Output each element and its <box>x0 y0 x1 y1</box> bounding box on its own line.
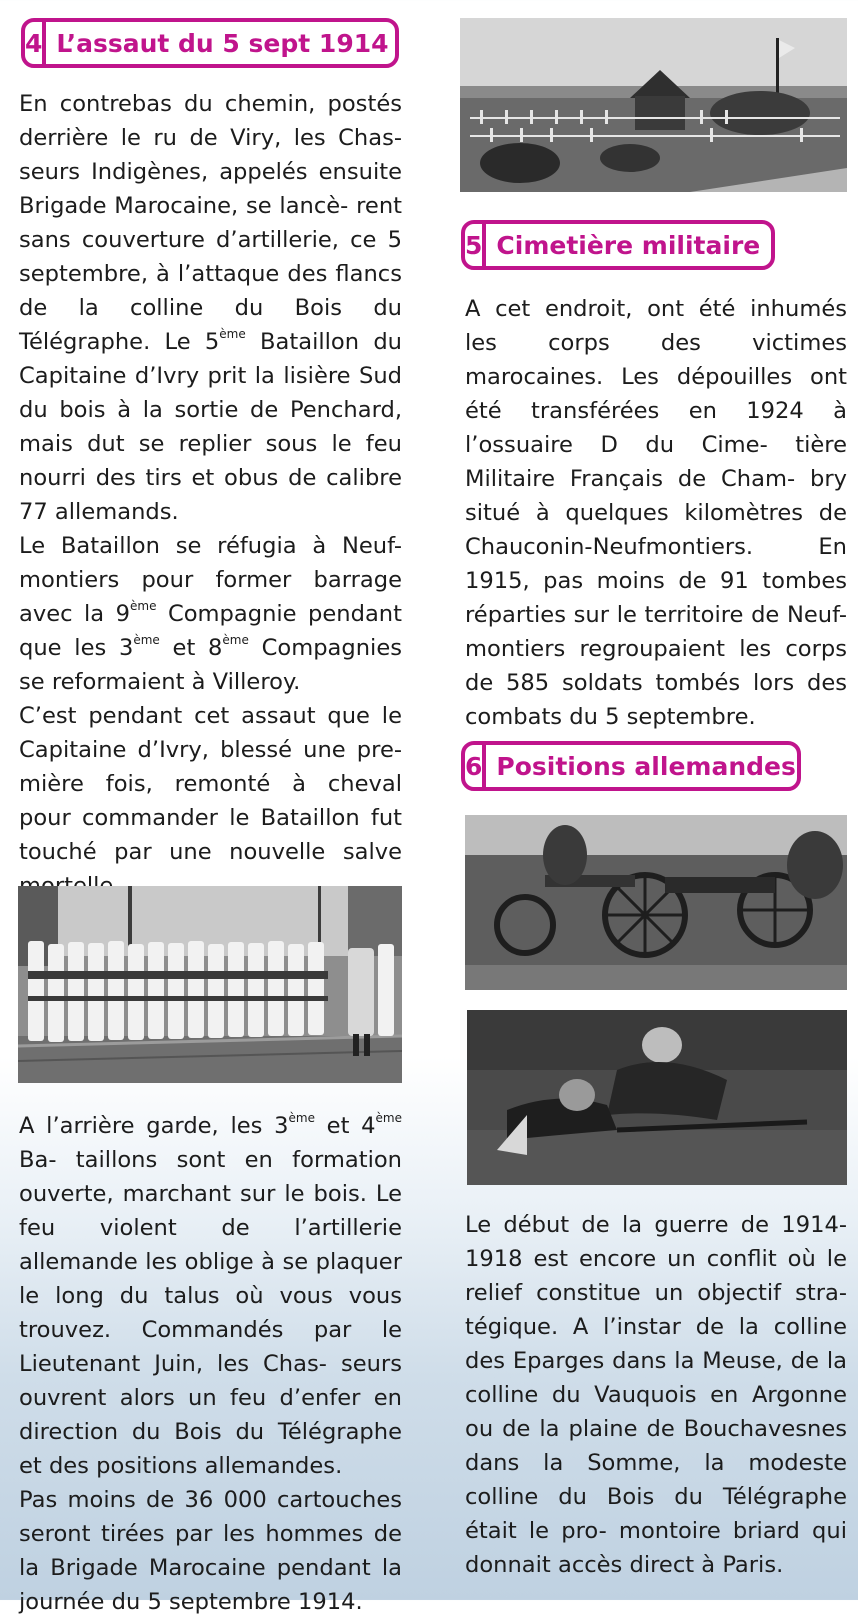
soldier-firing-image <box>467 1010 847 1185</box>
section-5-number: 5 <box>465 224 486 266</box>
text-run: Bataillon du Capitaine d’Ivry prit la lisière Sud du bois à la sortie de Penchard, mais dut se replier sous le feu nourri des tirs et obus de calibre 77 allemands. <box>19 329 402 525</box>
paragraph <box>19 1109 402 1483</box>
section-6-text <box>465 1208 847 1582</box>
section-4-text <box>19 87 402 903</box>
paragraph: A cet endroit, ont été inhumés les corps des victimes marocaines. Les dépouilles ont été transférées en 1924 à l’ossuaire D du Cime- tière Militaire Français de Cham- bry situé à quelques kilomètres de Chauconin-Neufmontiers. En 1915, pas moins de 91 tombes réparties sur le territoire de Neuf- montiers regroupaient les corps de 585 soldats tombés lors des combats du 5 septembre. <box>465 296 847 730</box>
soldiers-lineup-image <box>18 886 402 1083</box>
ordinal-suffix: ème <box>288 1111 315 1125</box>
section-4-heading <box>21 18 399 68</box>
soldier-firing-photo <box>467 1010 847 1185</box>
section-5-text <box>465 292 847 734</box>
ordinal-suffix: ème <box>375 1111 402 1125</box>
section-6-title: Positions allemandes <box>496 751 796 781</box>
ordinal-suffix: ème <box>222 633 249 647</box>
paragraph: Pas moins de 36 000 cartouches seront tirées par les hommes de la Brigade Marocaine pendant la journée du 5 septembre 1914. <box>19 1487 402 1615</box>
ordinal-suffix: ème <box>130 599 157 613</box>
section-4-text-continued <box>19 1109 402 1619</box>
ordinal-suffix: ème <box>133 633 160 647</box>
text-run: Compagnie pendant que les 3 <box>19 601 402 661</box>
text-run: En contrebas du chemin, postés derrière le ru de Viry, les Chas- seurs Indigènes, appelés ensuite Brigade Marocaine, se lancè- rent sans couverture d’artillerie, ce 5 septembre, à l’attaque des flancs de la colline du Bois du Télégraphe. Le 5 <box>19 91 402 355</box>
text-run: Compagnies se reformaient à Villeroy. <box>19 635 403 695</box>
section-4-title: L’assaut du 5 sept 1914 <box>56 28 389 58</box>
paragraph <box>19 529 402 699</box>
text-run: et 4 <box>314 1113 376 1139</box>
cemetery-photo <box>460 18 847 192</box>
german-artillery-photo <box>465 815 847 990</box>
artillery-image <box>465 815 847 990</box>
text-run: A l’arrière garde, les 3 <box>19 1113 289 1139</box>
section-5-heading <box>461 220 775 270</box>
paragraph <box>19 87 402 529</box>
section-4-number: 4 <box>25 22 46 64</box>
section-5-title: Cimetière militaire <box>496 230 761 260</box>
cemetery-image <box>460 18 847 192</box>
section-6-number: 6 <box>465 745 486 787</box>
section-6-heading <box>461 741 801 791</box>
ordinal-suffix: ème <box>219 327 246 341</box>
paragraph: C’est pendant cet assaut que le Capitaine d’Ivry, blessé une pre- mière fois, remonté à cheval pour commander le Bataillon fut touché par une nouvelle salve <box>19 703 402 865</box>
text-run: et 8 <box>159 635 223 661</box>
soldiers-lineup-photo <box>18 886 402 1083</box>
text-run: Ba- taillons sont en formation ouverte, marchant sur le bois. Le feu violent de l’artillerie allemande les oblige à se plaquer le long du talus où vous vous trouvez. Commandés par le Lieutenant Juin, les Chas- seurs ouvrent alors un feu d’enfer en direction du Bois du Télégraphe et des positions allemandes. <box>19 1147 402 1479</box>
paragraph: Le début de la guerre de 1914- 1918 est encore un conflit où le relief constitue un objectif stra- tégique. A l’instar de la colline des Eparges dans la Meuse, de la colline du Vauquois en Argonne ou de la plaine de Bouchavesnes dans la Somme, la modeste colline du Bois du Télégraphe était le pro- montoire briard qui donnait accès direct à Paris. <box>465 1212 847 1578</box>
text-run: Le Bataillon se réfugia à Neuf- montiers pour former barrage avec la 9 <box>19 533 402 627</box>
